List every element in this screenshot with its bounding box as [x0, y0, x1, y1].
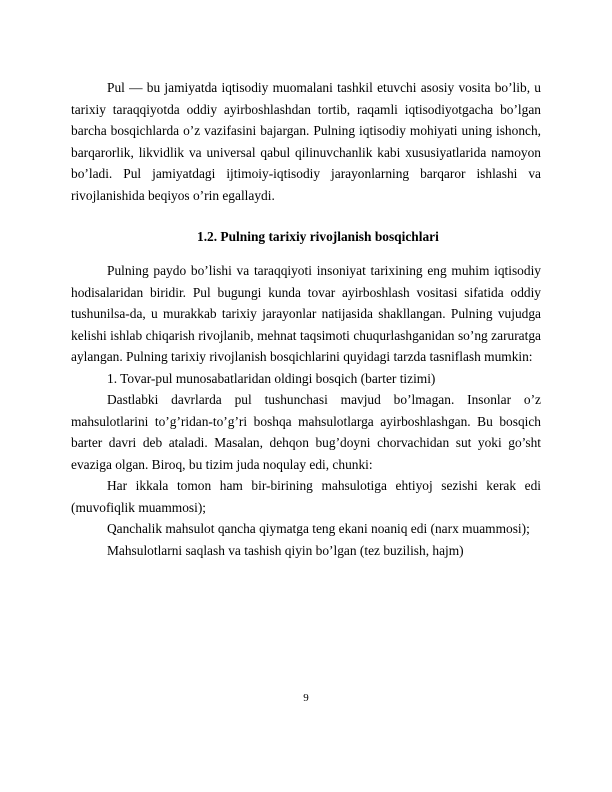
page-number: 9 [303, 692, 309, 704]
document-page [71, 77, 541, 561]
problem-paragraph-3: Mahsulotlarni saqlash va tashish qiyin bo’lgan (tez buzilish, hajm) [107, 542, 464, 558]
problem-paragraph-1: Har ikkala tomon ham bir-birining mahsulotiga ehtiyoj sezishi kerak edi (muvofiqlik muammosi); [71, 478, 541, 515]
barter-paragraph: Dastlabki davrlarda pul tushunchasi mavjud bo’lmagan. Insonlar o’z mahsulotlarini to’g’ridan-to’g’ri boshqa mahsulotlarga ayirboshlashgan. Bu bosqich barter davri deb ataladi. Masalan, dehqon bug’doyni chorvachidan sut yoki go’sht evaziga olgan. Biroq, bu tizim juda noqulay edi, chunki: [71, 392, 541, 472]
history-paragraph: Pulning paydo bo’lishi va taraqqiyoti insoniyat tarixining eng muhim iqtisodiy hodisalaridan biridir. Pul bugungi kunda tovar ayirboshlash vositasi sifatida oddiy tushunilsa-da, u murakkab tarixiy jarayonlar natijasida shakllangan. Pulning vujudga kelishi ishlab chiqarish rivojlanib, mehnat taqsimoti chuqurlashganidan so’ng zaruratga aylangan. Pulning tarixiy rivojlanish bosqichlarini quyidagi tarzda tasniflash mumkin: [71, 263, 541, 364]
section-heading: 1.2. Pulning tarixiy rivojlanish bosqichlari [197, 229, 439, 244]
intro-paragraph: Pul — bu jamiyatda iqtisodiy muomalani tashkil etuvchi asosiy vosita bo’lib, u tarixiy taraqqiyotda oddiy ayirboshlashdan tortib, raqamli iqtisodiyotgacha bo’lgan barcha bosqichlarda o’z vazifasini bajargan. Pulning iqtisodiy mohiyati uning ishonch, barqarorlik, likvidlik va universal qabul qilinuvchanlik kabi xususiyatlarida namoyon bo’ladi. Pul jamiyatdagi ijtimoiy-iqtisodiy jarayonlarning barqaror ishlashi va rivojlanishida beqiyos o’rin egallaydi. [71, 80, 541, 203]
problem-paragraph-2: Qanchalik mahsulot qancha qiymatga teng ekani noaniq edi (narx muammosi); [107, 521, 530, 536]
stage-1-title: 1. Tovar-pul munosabatlaridan oldingi bosqich (barter tizimi) [107, 370, 436, 386]
